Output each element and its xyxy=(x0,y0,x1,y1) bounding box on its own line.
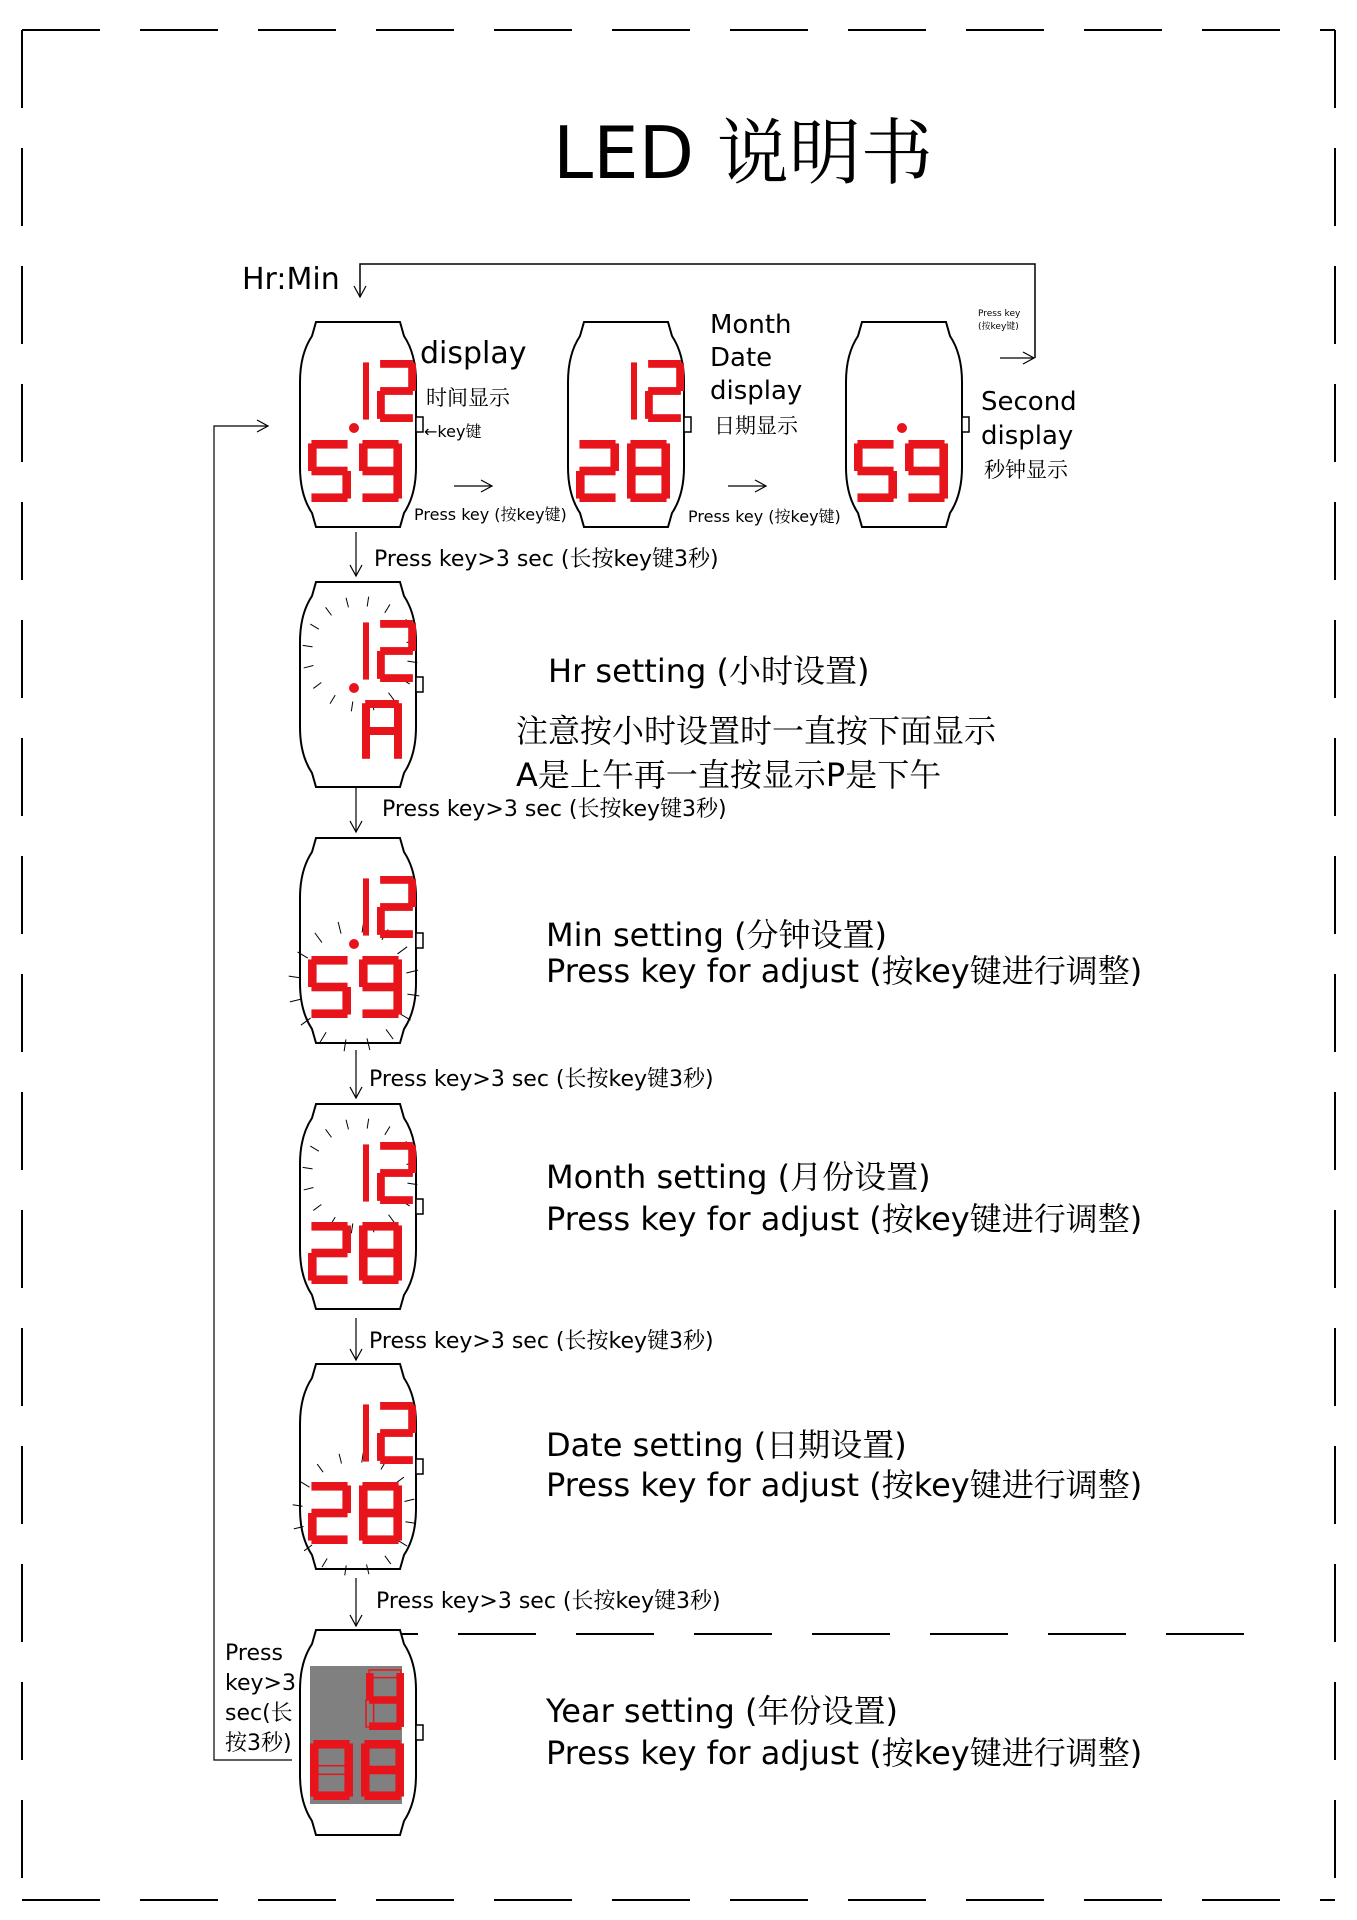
led-segment xyxy=(408,1145,416,1173)
year-setting-desc: Press key for adjust (按key键进行调整) xyxy=(546,1734,1143,1772)
led-segment xyxy=(369,1696,401,1704)
led-segment xyxy=(380,414,413,422)
date-display-label-1: Month xyxy=(710,310,792,340)
hr-setting-note-2: A是上午再一直按显示P是下午 xyxy=(516,756,942,794)
watch-date-display xyxy=(568,322,691,527)
return-label-line-2: key>3 xyxy=(225,1671,296,1696)
led-segment xyxy=(366,1673,374,1700)
led-segment xyxy=(365,727,399,735)
led-segment xyxy=(380,1456,413,1464)
led-segment xyxy=(630,467,666,476)
led-segment xyxy=(408,1405,416,1433)
led-segment xyxy=(579,440,615,449)
led-segment xyxy=(579,467,615,476)
led-segment xyxy=(362,440,398,449)
second-display-label-2: display xyxy=(981,421,1074,451)
led-segment xyxy=(408,363,416,391)
step-label-2: Press key>3 sec (长按key键3秒) xyxy=(382,797,727,822)
led-segment xyxy=(313,1740,349,1749)
led-segment xyxy=(377,907,385,935)
led-segment xyxy=(362,703,370,731)
hr-setting-title: Hr setting (小时设置) xyxy=(548,652,870,690)
watch-hr-setting xyxy=(300,582,423,787)
year-setting-title: Year setting (年份设置) xyxy=(546,1692,899,1730)
led-segment xyxy=(857,493,893,502)
month-setting-title: Month setting (月份设置) xyxy=(546,1158,931,1196)
led-segment xyxy=(363,1173,369,1202)
led-segment xyxy=(313,1791,349,1800)
led-segment xyxy=(363,1404,369,1433)
led-segment xyxy=(630,493,666,502)
led-segment xyxy=(363,651,369,680)
colon-dot xyxy=(349,683,359,693)
led-segment xyxy=(380,1169,413,1177)
step-label-4: Press key>3 sec (长按key键3秒) xyxy=(369,1329,714,1354)
second-display-label-cn: 秒钟显示 xyxy=(984,458,1068,482)
step-label-1: Press key>3 sec (长按key键3秒) xyxy=(374,547,719,572)
watch-month-setting xyxy=(300,1104,423,1309)
watch-date-setting xyxy=(293,1364,423,1575)
led-segment xyxy=(377,1173,385,1201)
led-segment xyxy=(362,1009,398,1018)
led-segment xyxy=(380,620,413,628)
time-display-label: display xyxy=(420,336,527,371)
min-setting-title: Min setting (分钟设置) xyxy=(546,916,888,954)
step-label-5: Press key>3 sec (长按key键3秒) xyxy=(376,1589,721,1614)
led-segment xyxy=(676,363,684,391)
led-segment xyxy=(311,467,347,476)
led-segment xyxy=(377,391,385,419)
led-segment xyxy=(380,1402,413,1410)
led-segment xyxy=(377,651,385,679)
led-segment xyxy=(363,622,369,651)
date-display-label-cn: 日期显示 xyxy=(714,414,798,438)
led-segment xyxy=(311,956,347,965)
watch-year-setting xyxy=(300,1630,423,1835)
led-segment xyxy=(362,1482,398,1491)
led-segment xyxy=(362,983,398,992)
led-segment xyxy=(362,956,398,965)
led-segment xyxy=(311,440,347,449)
date-display-label-2: Date xyxy=(710,343,773,373)
led-segment xyxy=(311,1275,347,1284)
led-segment xyxy=(311,1482,347,1491)
led-segment xyxy=(648,387,681,395)
led-segment xyxy=(362,1249,398,1258)
led-segment xyxy=(365,700,399,708)
hr-setting-note-1: 注意按小时设置时一直按下面显示 xyxy=(516,712,997,750)
year-display-background xyxy=(310,1666,402,1804)
led-segment xyxy=(363,907,369,936)
led-segment xyxy=(377,1433,385,1461)
date-setting-desc: Press key for adjust (按key键进行调整) xyxy=(546,1466,1143,1504)
second-display-label-1: Second xyxy=(981,387,1077,417)
led-segment xyxy=(311,1509,347,1518)
led-segment xyxy=(380,1142,413,1150)
led-segment xyxy=(362,731,370,759)
led-segment xyxy=(380,903,413,911)
led-segment xyxy=(857,440,893,449)
led-segment xyxy=(364,1740,400,1749)
led-segment xyxy=(380,647,413,655)
led-segment xyxy=(364,1791,400,1800)
led-segment xyxy=(408,623,416,651)
led-segment xyxy=(363,391,369,420)
led-segment xyxy=(311,1535,347,1544)
watch-second-display xyxy=(846,322,969,527)
step-label-3: Press key>3 sec (长按key键3秒) xyxy=(369,1067,714,1092)
led-segment xyxy=(311,1249,347,1258)
led-segment xyxy=(648,414,681,422)
led-segment xyxy=(363,362,369,391)
watch-time-display xyxy=(300,322,423,527)
led-segment xyxy=(380,930,413,938)
min-setting-desc: Press key for adjust (按key键进行调整) xyxy=(546,952,1143,990)
return-label-line-1: Press xyxy=(225,1641,283,1666)
led-segment xyxy=(396,1673,404,1700)
led-segment xyxy=(380,387,413,395)
month-setting-desc: Press key for adjust (按key键进行调整) xyxy=(546,1200,1143,1238)
return-label-line-3: sec(长 xyxy=(225,1701,293,1726)
return-label-line-4: 按3秒) xyxy=(225,1731,292,1756)
led-segment xyxy=(380,1429,413,1437)
led-segment xyxy=(631,391,637,420)
led-segment xyxy=(364,1766,400,1775)
colon-dot xyxy=(349,423,359,433)
led-segment xyxy=(362,493,398,502)
flash-mark xyxy=(290,999,302,1002)
colon-dot xyxy=(349,939,359,949)
date-display-label-3: display xyxy=(710,376,803,406)
led-segment xyxy=(380,1196,413,1204)
led-segment xyxy=(408,879,416,907)
led-segment xyxy=(363,1144,369,1173)
press-key-label-1: Press key (按key键) xyxy=(414,505,567,524)
return-path xyxy=(214,426,292,1760)
led-segment xyxy=(648,360,681,368)
time-display-label-cn: 时间显示 xyxy=(426,386,510,410)
loop-press-key-label: Press key xyxy=(978,309,1021,319)
led-segment xyxy=(631,362,637,391)
led-segment xyxy=(908,467,944,476)
led-segment xyxy=(363,1433,369,1462)
led-segment xyxy=(579,493,615,502)
loop-press-key-label-cn: (按key键) xyxy=(978,322,1019,332)
led-segment xyxy=(362,1509,398,1518)
watch-min-setting xyxy=(289,838,423,1051)
led-segment xyxy=(362,1275,398,1284)
led-segment xyxy=(362,1222,398,1231)
led-segment xyxy=(908,493,944,502)
led-segment xyxy=(380,674,413,682)
led-segment xyxy=(311,493,347,502)
led-segment xyxy=(311,1222,347,1231)
press-key-label-2: Press key (按key键) xyxy=(688,507,841,526)
led-segment xyxy=(908,440,944,449)
led-segment xyxy=(394,703,402,731)
key-label: ←key键 xyxy=(424,422,482,441)
led-segment xyxy=(380,360,413,368)
led-segment xyxy=(630,440,666,449)
led-segment xyxy=(311,1009,347,1018)
led-segment xyxy=(363,878,369,907)
led-segment xyxy=(645,391,653,419)
date-setting-title: Date setting (日期设置) xyxy=(546,1426,907,1464)
led-segment xyxy=(311,983,347,992)
led-segment xyxy=(362,467,398,476)
led-segment xyxy=(362,1535,398,1544)
second-dot xyxy=(897,423,907,433)
led-segment xyxy=(394,731,402,759)
led-segment xyxy=(857,467,893,476)
page-title: LED 说明书 xyxy=(553,111,933,195)
hr-min-label: Hr:Min xyxy=(242,262,340,297)
flash-mark xyxy=(289,976,301,978)
led-segment xyxy=(380,876,413,884)
